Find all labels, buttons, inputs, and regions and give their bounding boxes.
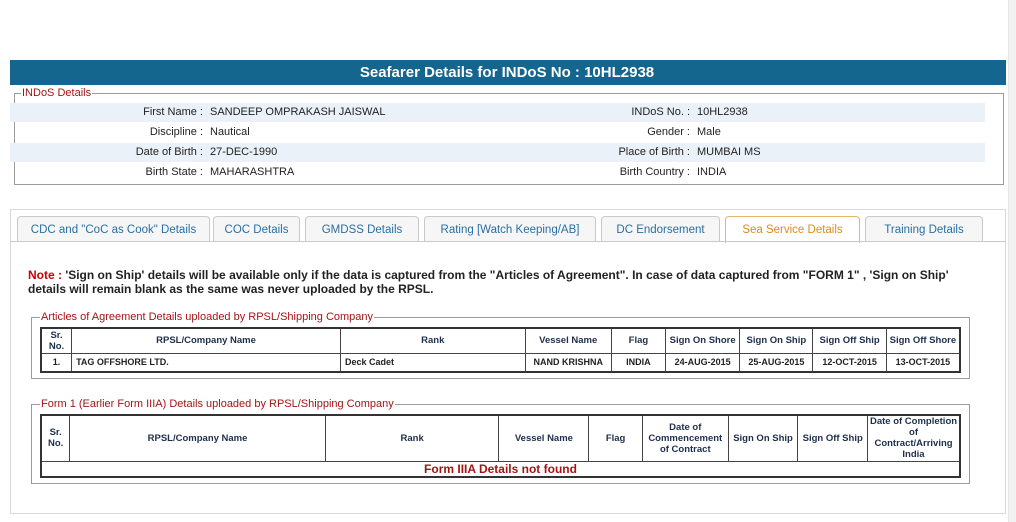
f1-col-sr-no: Sr. No. [41, 415, 70, 461]
row-vessel: NAND KRISHNA [525, 353, 611, 372]
form1-not-found-message: Form IIIA Details not found [41, 461, 960, 477]
birth-state-label: Birth State : [145, 166, 203, 178]
articles-table [40, 327, 961, 373]
indos-details-legend: INDoS Details [22, 87, 92, 99]
table-row [41, 353, 960, 372]
form1-legend: Form 1 (Earlier Form IIIA) Details uploaded by RPSL/Shipping Company [41, 398, 394, 410]
info-row-birth-state [10, 163, 985, 182]
first-name-label: First Name : [143, 106, 203, 118]
indos-no-label: INDoS No. : [631, 106, 690, 118]
tab-gmdss-details[interactable]: GMDSS Details [305, 216, 419, 242]
tab-dc-endorsement[interactable]: DC Endorsement [601, 216, 720, 242]
tab-rating-watch-keeping[interactable]: Rating [Watch Keeping/AB] [424, 216, 596, 242]
col-vessel-name: Vessel Name [525, 328, 611, 353]
note-text: 'Sign on Ship' details will be available only if the data is captured from the "Articles of Agreement". In case of data captured from "FORM 1" , 'Sign on Ship' details will remain blank as the same was never uploaded by the RPSL. [28, 268, 949, 296]
row-flag: INDIA [611, 353, 665, 372]
place-of-birth-label: Place of Birth : [618, 146, 690, 158]
sign-on-ship-note [28, 268, 978, 296]
gender-value: Male [697, 126, 721, 138]
page-title-bar [10, 60, 1006, 85]
row-sign-off-ship: 12-OCT-2015 [813, 353, 886, 372]
gender-label: Gender : [647, 126, 690, 138]
col-flag: Flag [611, 328, 665, 353]
discipline-label: Discipline : [149, 126, 203, 138]
tab-sea-service-details[interactable]: Sea Service Details [725, 216, 860, 243]
col-sign-off-ship: Sign Off Ship [813, 328, 886, 353]
row-sign-on-shore: 24-AUG-2015 [666, 353, 740, 372]
birth-state-value: MAHARASHTRA [210, 166, 295, 178]
row-sign-off-shore: 13-OCT-2015 [886, 353, 960, 372]
page-title: Seafarer Details for INDoS No : 10HL2938 [359, 64, 655, 81]
row-company: TAG OFFSHORE LTD. [72, 353, 341, 372]
note-label: Note : [28, 268, 62, 282]
scrollbar[interactable] [1008, 0, 1016, 522]
place-of-birth-value: MUMBAI MS [697, 146, 761, 158]
birth-country-value: INDIA [697, 166, 727, 178]
dob-label: Date of Birth : [135, 146, 203, 158]
col-sr-no: Sr. No. [41, 328, 72, 353]
articles-legend: Articles of Agreement Details uploaded by RPSL/Shipping Company [41, 311, 374, 323]
f1-col-rank: Rank [325, 415, 499, 461]
f1-col-completion: Date of Completion of Contract/Arriving India [868, 415, 960, 461]
col-sign-on-shore: Sign On Shore [666, 328, 740, 353]
col-sign-off-shore: Sign Off Shore [886, 328, 960, 353]
f1-col-flag: Flag [589, 415, 643, 461]
dob-value: 27-DEC-1990 [210, 146, 278, 158]
info-row-first-name [10, 103, 985, 122]
tab-cdc-details[interactable]: CDC and "CoC as Cook" Details [17, 216, 210, 242]
first-name-value: SANDEEP OMPRAKASH JAISWAL [210, 106, 386, 118]
f1-col-rpsl-company: RPSL/Company Name [70, 415, 326, 461]
col-rank: Rank [340, 328, 525, 353]
info-row-discipline [10, 123, 985, 142]
articles-header-row [41, 328, 960, 353]
f1-col-sign-off-ship: Sign Off Ship [798, 415, 868, 461]
row-rank: Deck Cadet [340, 353, 525, 372]
form1-header-row [41, 415, 960, 461]
f1-col-commencement: Date of Commencement of Contract [642, 415, 728, 461]
tab-coc-details[interactable]: COC Details [213, 216, 300, 242]
row-sign-on-ship: 25-AUG-2015 [740, 353, 813, 372]
col-rpsl-company: RPSL/Company Name [72, 328, 341, 353]
f1-col-sign-on-ship: Sign On Ship [728, 415, 798, 461]
row-sr-no: 1. [41, 353, 72, 372]
form1-table [40, 414, 961, 478]
f1-col-vessel-name: Vessel Name [499, 415, 589, 461]
birth-country-label: Birth Country : [619, 166, 690, 178]
col-sign-on-ship: Sign On Ship [740, 328, 813, 353]
tab-training-details[interactable]: Training Details [865, 216, 983, 242]
discipline-value: Nautical [210, 126, 250, 138]
indos-no-value: 10HL2938 [697, 106, 748, 118]
tab-divider [10, 241, 1006, 242]
form1-empty-row [41, 461, 960, 477]
info-row-dob [10, 143, 985, 162]
